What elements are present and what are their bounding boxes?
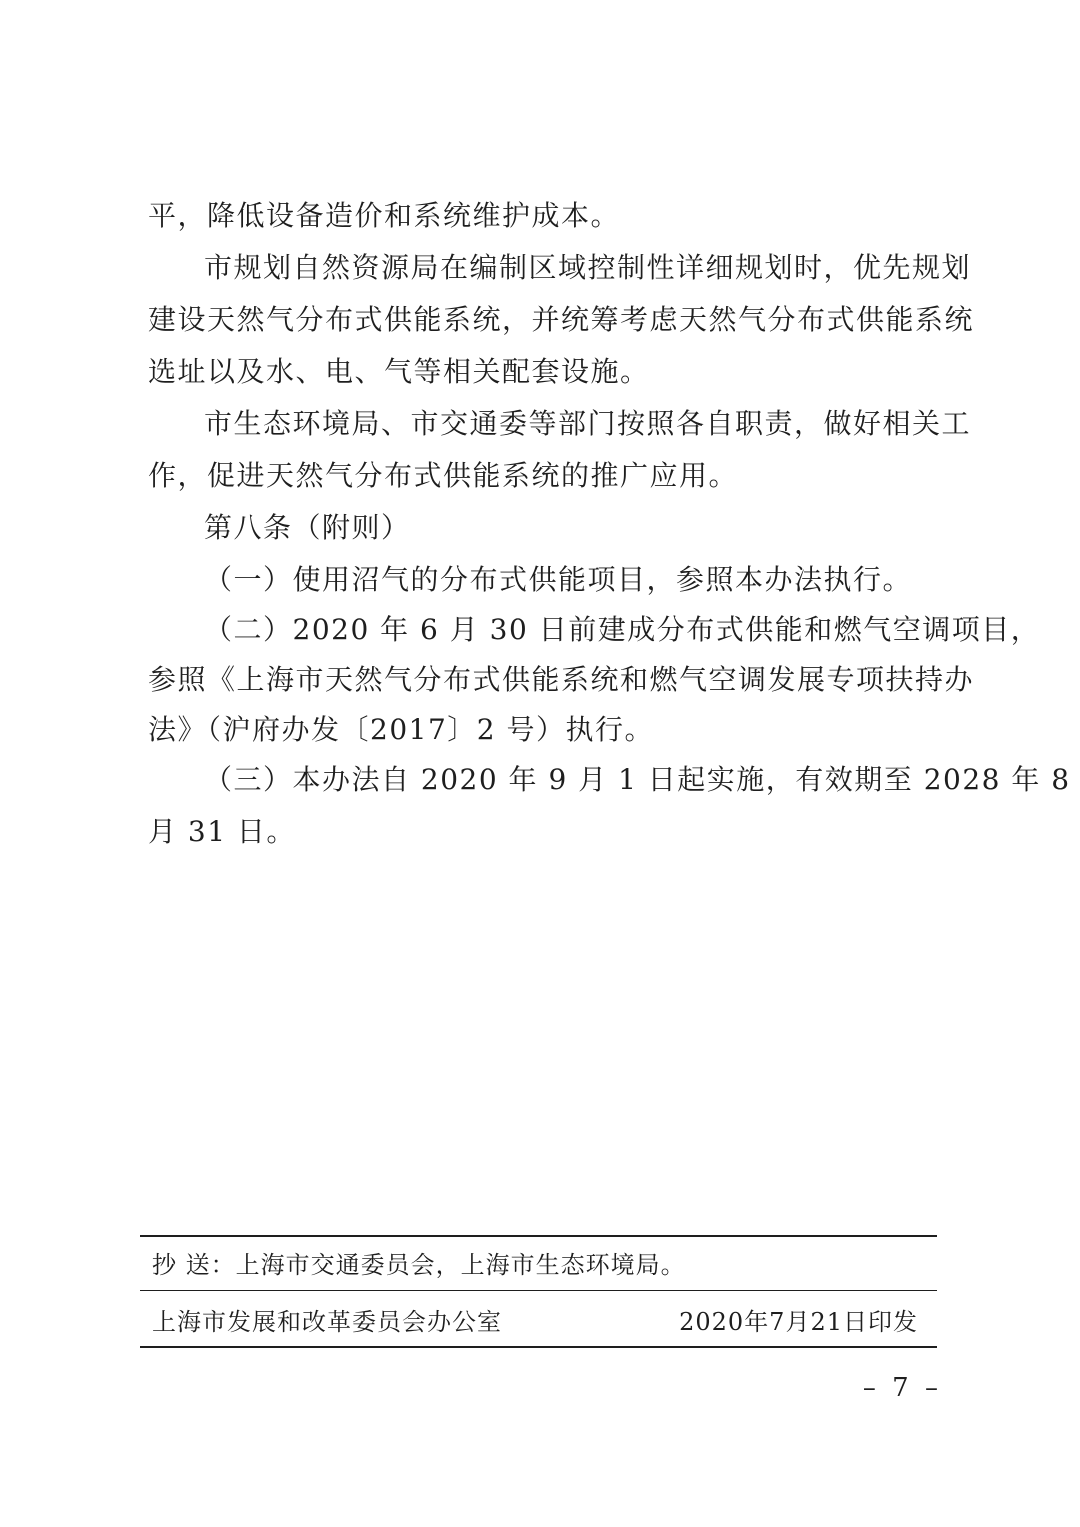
body-line-4: 选址以及水、电、气等相关配套设施。 <box>148 355 650 388</box>
footer-middle-rule <box>140 1290 937 1291</box>
body-line-13: 月 31 日。 <box>148 815 296 848</box>
body-line-6: 作，促进天然气分布式供能系统的推广应用。 <box>148 459 739 492</box>
body-line-9: （二）2020 年 6 月 30 日前建成分布式供能和燃气空调项目， <box>204 613 1041 646</box>
cc-line: 抄 送：上海市交通委员会，上海市生态环境局。 <box>152 1251 686 1279</box>
body-line-10: 参照《上海市天然气分布式供能系统和燃气空调发展专项扶持办 <box>148 663 975 696</box>
body-line-1: 平，降低设备造价和系统维护成本。 <box>148 199 621 232</box>
issuer: 上海市发展和改革委员会办公室 <box>152 1308 502 1336</box>
body-line-3: 建设天然气分布式供能系统，并统筹考虑天然气分布式供能系统 <box>148 303 975 336</box>
body-line-8: （一）使用沼气的分布式供能项目，参照本办法执行。 <box>204 563 913 596</box>
article-heading: 第八条（附则） <box>204 511 411 544</box>
page-number: – 7 – <box>862 1373 942 1403</box>
body-line-2: 市规划自然资源局在编制区域控制性详细规划时，优先规划 <box>204 251 972 284</box>
issue-date: 2020年7月21日印发 <box>679 1308 918 1336</box>
body-line-11: 法》（沪府办发〔2017〕2 号）执行。 <box>148 713 654 746</box>
body-line-12: （三）本办法自 2020 年 9 月 1 日起实施，有效期至 2028 年 8 <box>204 763 1071 796</box>
footer-bottom-rule <box>140 1346 937 1348</box>
footer-top-rule <box>140 1235 937 1237</box>
body-line-5: 市生态环境局、市交通委等部门按照各自职责，做好相关工 <box>204 407 972 440</box>
